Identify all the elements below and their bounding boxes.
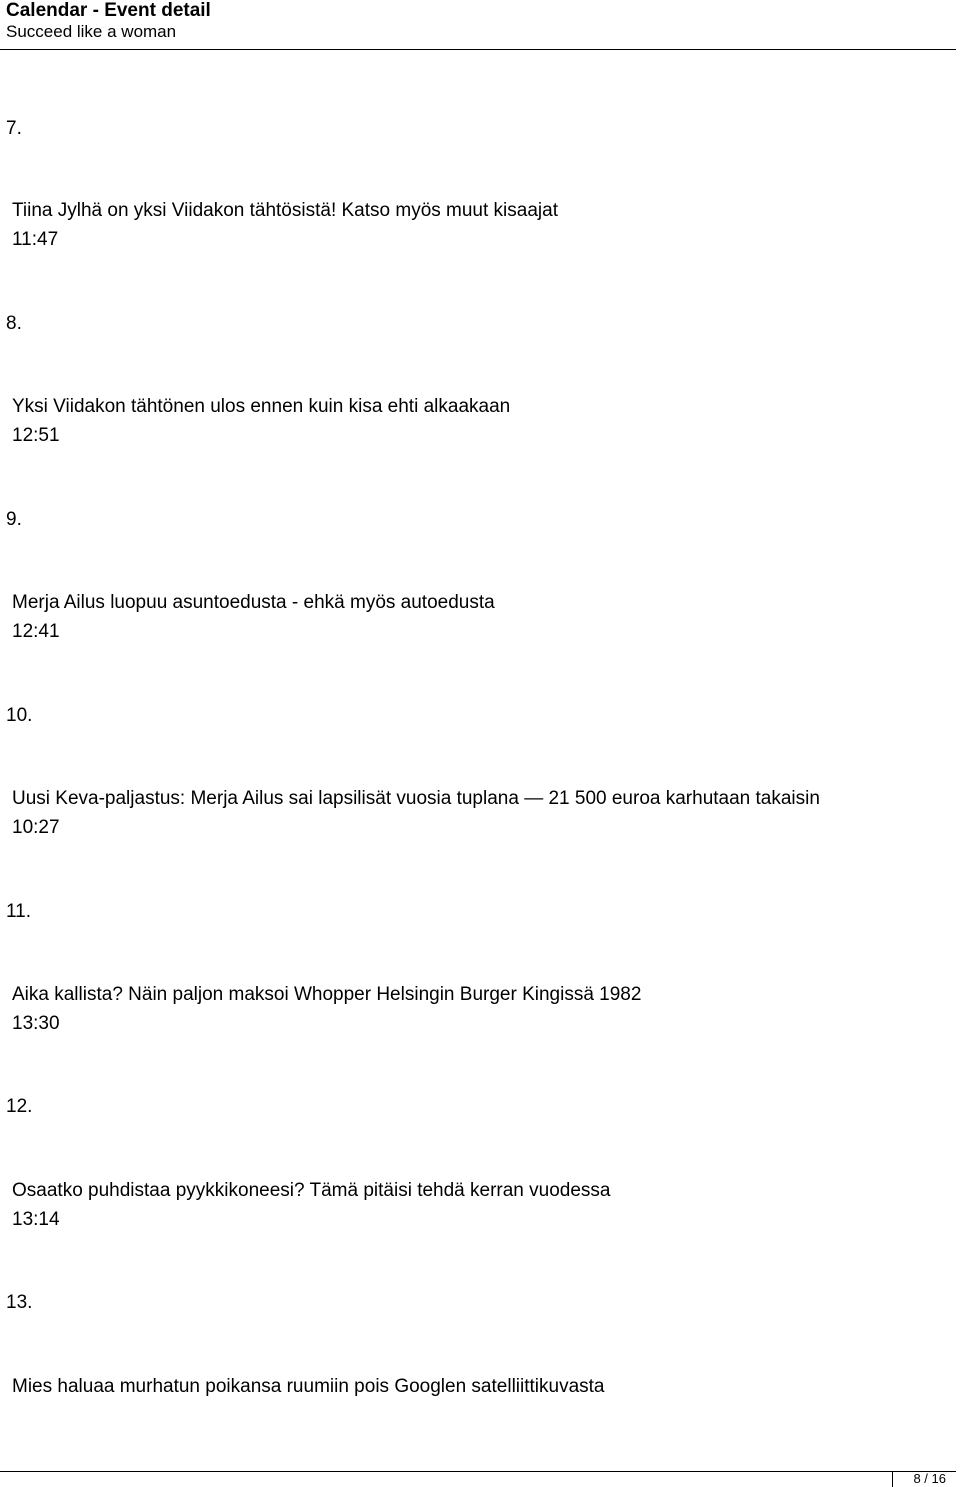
item-number: 8. <box>6 313 22 334</box>
page-subtitle: Succeed like a woman <box>6 22 177 41</box>
item-time: 13:30 <box>12 1013 60 1034</box>
item-time: 10:27 <box>12 817 60 838</box>
page-title: Calendar - Event detail <box>6 0 211 21</box>
item-time: 11:47 <box>12 229 59 250</box>
page-indicator: 8 / 16 <box>913 1471 946 1486</box>
item-number: 13. <box>6 1292 33 1313</box>
item-number: 7. <box>6 118 22 139</box>
item-number: 9. <box>6 509 22 530</box>
item-number: 10. <box>6 705 33 726</box>
item-headline[interactable]: Tiina Jylhä on yksi Viidakon tähtösistä! Katso myös muut kisaajat <box>12 200 558 221</box>
item-headline[interactable]: Aika kallista? Näin paljon maksoi Whopper Helsingin Burger Kingissä 1982 <box>12 984 642 1005</box>
item-time: 12:51 <box>12 425 60 446</box>
item-time: 13:14 <box>12 1209 60 1230</box>
item-number: 12. <box>6 1096 33 1117</box>
item-headline[interactable]: Uusi Keva-paljastus: Merja Ailus sai lapsilisät vuosia tuplana ― 21 500 euroa karhutaan takaisin <box>12 788 820 809</box>
item-headline[interactable]: Merja Ailus luopuu asuntoedusta - ehkä myös autoedusta <box>12 592 495 613</box>
item-number: 11. <box>6 901 32 922</box>
item-headline[interactable]: Yksi Viidakon tähtönen ulos ennen kuin kisa ehti alkaakaan <box>12 396 511 417</box>
item-time: 12:41 <box>12 621 60 642</box>
page-header <box>0 0 956 50</box>
item-headline[interactable]: Osaatko puhdistaa pyykkikoneesi? Tämä pitäisi tehdä kerran vuodessa <box>12 1180 611 1201</box>
item-headline[interactable]: Mies haluaa murhatun poikansa ruumiin pois Googlen satelliittikuvasta <box>12 1376 605 1397</box>
footer-divider <box>0 1471 956 1472</box>
